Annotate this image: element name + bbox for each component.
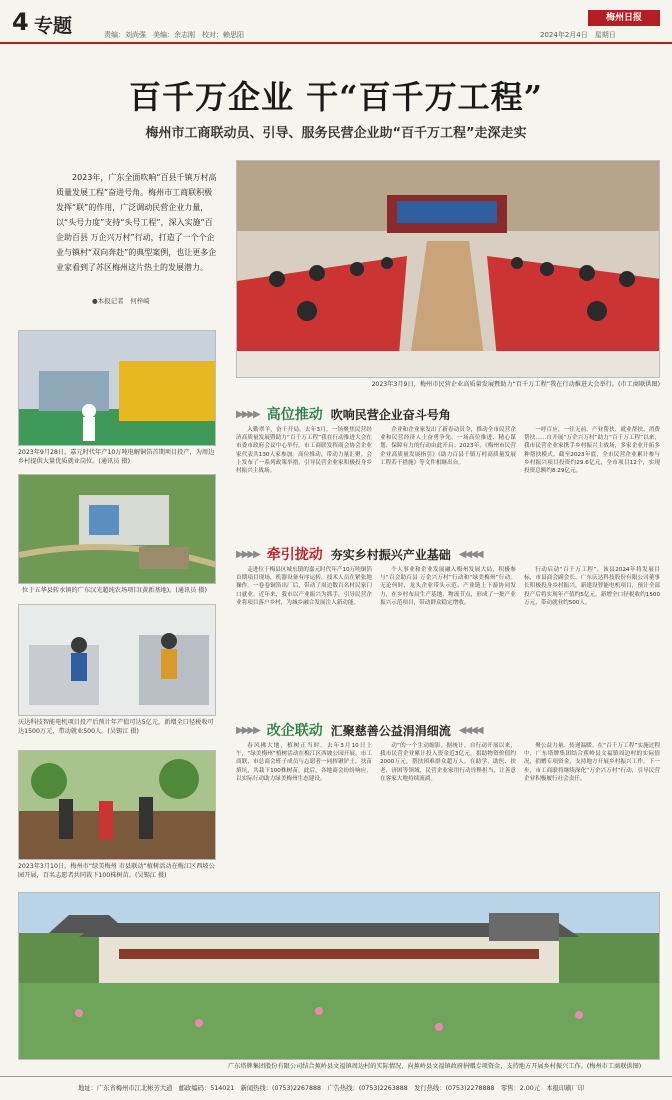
issue-date: 2024年2月4日 星期日 — [540, 31, 616, 39]
section-3-tag: 改企联动 — [266, 723, 323, 739]
section-1-title: 吹响民营企业奋斗号角 — [330, 407, 451, 422]
aerial-farm-image — [19, 475, 216, 584]
factory-caption: 2023年9月28日，嘉元时代年产10万吨电解铜箔首期项目投产，为周边乡村提供大量优质就业岗位。(通讯员 摄) — [18, 449, 215, 465]
section-3-header — [236, 720, 482, 740]
pavilion-photo — [18, 892, 660, 1060]
section-2-col-1: 走进位于梅县区城东镇的嘉元时代年产10万吨铜箔首期项目现场，机器设备有序运转，技术人员在紧张地操作。一卷卷铜箔出厂后，带动了周边数百名村民家门口就业。近年来，我市以产业振兴为抓手，引导民营企业将项目落户乡村，为城乡融合发展注入新动能。 — [236, 567, 372, 606]
meeting-caption: 2023年3月9日，梅州市民营企业高质量发展暨助力“百千万工程”我在行动推进大会举行。(市工商联供图) — [371, 381, 660, 388]
section-1-body — [236, 426, 660, 530]
section-1-col-2: 企业和企业家发出了新春动员令，推动全市民营企业和民营经济人士奋勇争先。一场高位推进、精心谋划、保障有力的行动由此开启。2023年，《梅州市民营企业高质量发展指引》《助力百县千镇万村高质量发展工程若干措施》等文件相继出台。 — [380, 427, 516, 466]
section-1-col-3: 一呼百应，一往无前。产业帮扶、就业帮扶、消费帮扶……自开展“万企兴万村”助力“百千万工程”以来，我市民营企业家携手乡村振兴主战场，多家企业开拓多种帮扶模式。截至2023年底，全市民营企业累计参与乡村振兴项目投资约29.6亿元，全市项目12个，实现投资总额约8.29亿元。 — [524, 427, 660, 475]
chevron-icon: ◀◀◀◀ — [458, 548, 482, 560]
section-3-title: 汇聚慈善公益涓涓细流 — [330, 723, 451, 738]
chevron-icon: ◀◀◀◀ — [458, 724, 482, 736]
page-number: 4 — [12, 8, 29, 36]
newspaper-logo: 梅州日报 — [588, 10, 660, 26]
section-2-header — [236, 544, 482, 564]
workers-caption: 庆达科技智能电机项目投产后预计年产值可达5亿元，新增全口径税收可达1500万元，带动就业500人。(吴锡江 摄) — [18, 719, 214, 735]
section-3-col-3: 聚公益力量、传递温暖。在“百千万工程”实施过程中，广东塔牌集团结合蕉岭县文福镇周边村的实际情况，捐赠专项资金，支持地方开展乡村振兴工作。下一步，市工商联将继续深化“万企兴万村”行动，引导民营企业积极履行社会责任。 — [524, 743, 660, 782]
section-name: 专题 — [34, 15, 73, 37]
section-1-col-1: 入勤翠羊，奋千开局。去年3月，一场聚焦民营经济高质量发展暨助力“百千万工程”我在行动推进大会在市委市政府会议中心举行。市工商联发挥商会协会企业家代表共130人家参加。高位推动，带动力量汇聚。会上发布了一系列政策举措，引导民营企业家积极投身乡村振兴主战场。 — [236, 427, 372, 475]
factory-photo — [18, 330, 216, 446]
page-footer: 地址：广东省梅州市江北彬芳大道 邮政编码：514021 新闻热线：(0753)2267888 广告热线：(0753)2263888 发行热线：(0753)2278888 零售：2.00元 本报印刷厂印 — [0, 1076, 672, 1100]
section-1-header — [236, 404, 451, 424]
section-1-tag: 高位推动 — [266, 407, 323, 423]
meeting-hall-image — [237, 161, 660, 378]
chevron-icon: ▶▶▶▶ — [236, 548, 259, 560]
headline-title: 百千万企业 干“百千万工程” — [129, 78, 543, 116]
section-2-tag: 牵引拢动 — [266, 547, 323, 563]
aerial-caption: 位于五华县转水镇的广东汉光超纯农场项目(黄新基地)。(通讯员 摄) — [22, 587, 207, 594]
headline-subtitle: 梅州市工商联动员、引导、服务民营企业助“百千万工程”走深走实 — [145, 126, 527, 141]
pavilion-caption: 广东塔牌集团股份有限公司结合蕉岭县文福镇周边村的实际情况，向蕉岭县文福镇政府捐赠专项资金，支持地方开展乡村振兴工作。(梅州市工商联供图) — [228, 1063, 642, 1070]
section-3-body — [236, 742, 660, 882]
section-2-title: 夯实乡村振兴产业基础 — [330, 547, 451, 562]
meeting-photo — [236, 160, 660, 378]
workers-photo — [18, 604, 216, 716]
tree-planting-image — [19, 751, 216, 860]
intro-paragraph: 2023年，广东全面吹响“百县千镇万村高质量发展工程”奋进号角。梅州市工商联积极发挥“联”的作用，广泛调动民营企业力量，以“头号力度”支持“头号工程”，深入实施“百企助百县 万企兴万村”行动，打造了一个个企业与镇村“双向奔赴”的典型案例，也让更多企业家看到了苏区梅州这片热土的发展潜力。 — [56, 173, 217, 272]
section-2-col-3: 行动启动“百千万工程”。该县2024年将发展目标，市县商会副会长、广东庆达科技股份有限公司董事长积极投身乡村振兴，新建设智能电机项目，预计全部投产后将实现年产值约5亿元，新增全口径税收约1500万元，带动就业约500人。 — [524, 567, 660, 606]
section-2-col-2: 个人事业和企业发展融入梅州发展大局，积极参与“百会助百县 万企兴万村”行动和“绿美梅州”行动。无论何时，龙头企业带头示范、产业链上下游协同发力，在乡村布局生产基地、物流节点，形成了一批产业振兴示范项目，带动群众稳定增收。 — [380, 567, 516, 606]
reporter-byline: ●本报记者 何梓崎 — [92, 297, 150, 305]
chevron-icon: ▶▶▶▶ — [236, 408, 259, 420]
park-caption: 2023年3月10日，梅州市“绿美梅州 市县联动”植树活动在梅江区西坡公园开展，百名志愿者共同栽下100株树苗。(吴锡江 摄) — [18, 863, 215, 879]
workers-image — [19, 605, 216, 716]
editor-credits: 责编：刘尚强 美编：余志刚 校对：赖思阳 — [104, 31, 244, 39]
section-3-col-1: 春风拂大地，植树正当时。去年3月10日上午，“绿美梅州”植树活动在梅江区西坡公园开展，市工商联、市总商会班子成员与志愿者一同挥锹铲土，扶苗填坑，共栽下100株树苗。此后，各地商会纷纷响应，以实际行动助力绿美梅州生态建设。 — [236, 743, 372, 782]
lotus-pavilion-image — [19, 893, 660, 1060]
factory-image — [19, 331, 216, 446]
section-3-col-2: 动”的一个生动缩影。据统计，自行动开展以来，我市民营企业累计投入资金近3亿元，捐助物资价值约2000万元，帮扶困难群众超万人。在助学、助医、扶老、济困等领域，民营企业家用行动诠释担当，让善意在客家大地持续流淌。 — [380, 743, 516, 782]
chevron-icon: ▶▶▶▶ — [236, 724, 259, 736]
aerial-photo — [18, 474, 216, 584]
section-2-body — [236, 566, 660, 706]
park-photo — [18, 750, 216, 860]
